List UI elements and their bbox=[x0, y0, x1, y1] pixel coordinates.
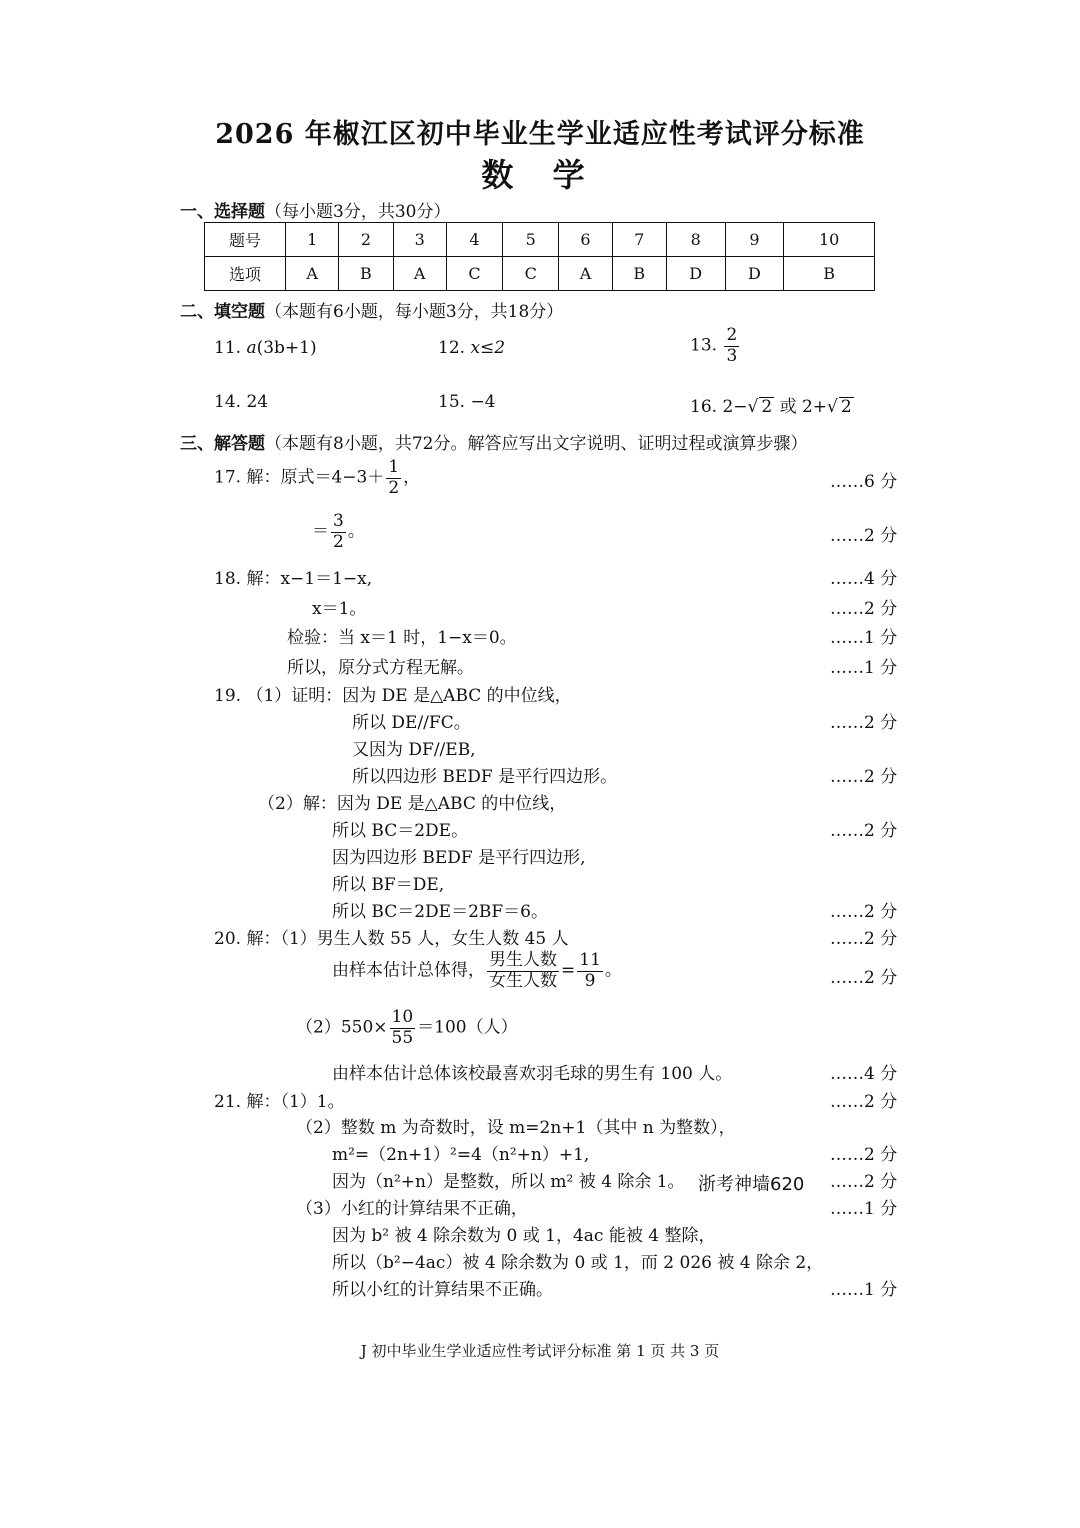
table-cell-answer: B bbox=[339, 257, 393, 291]
q18-line-4: 所以，原分式方程无解。 bbox=[287, 658, 474, 678]
question-number: 11. bbox=[214, 338, 242, 358]
solution-text: ＝100（人） bbox=[417, 1017, 518, 1038]
table-cell-answer: C bbox=[503, 257, 559, 291]
table-cell-number: 9 bbox=[725, 223, 784, 257]
solution-text: （2）550× bbox=[296, 1017, 388, 1038]
q21-line-3: m²=（2n+1）²=4（n²+n）+1, bbox=[332, 1145, 590, 1165]
fill-answer-12 bbox=[438, 338, 505, 358]
question-number: 13. bbox=[690, 335, 718, 356]
q21-line-2: （2）整数 m 为奇数时，设 m=2n+1（其中 n 为整数）， bbox=[296, 1118, 736, 1138]
numerator: 10 bbox=[391, 1007, 414, 1027]
score-mark: ……2 分 bbox=[830, 1172, 898, 1192]
score-mark: ……2 分 bbox=[830, 526, 898, 546]
table-cell-number: 3 bbox=[393, 223, 446, 257]
table-cell-number: 5 bbox=[503, 223, 559, 257]
q18-line-1: 18. 解：x−1＝1−x, bbox=[214, 569, 373, 589]
q17-line-2 bbox=[312, 512, 365, 552]
q21-line-1: 21. 解：（1）1。 bbox=[214, 1092, 345, 1112]
q19-line-6: 所以 BC＝2DE。 bbox=[332, 821, 469, 841]
fill-answer-14: 14. 24 bbox=[214, 392, 269, 412]
q21-line-7: 所以（b²−4ac）被 4 除余数为 0 或 1，而 2 026 被 4 除余 2， bbox=[332, 1253, 824, 1273]
score-mark: ……1 分 bbox=[830, 1280, 898, 1300]
q19-line-5: （2）解：因为 DE 是△ABC 的中位线， bbox=[258, 794, 567, 814]
section-2-note: （本题有6小题，每小题3分，共18分） bbox=[265, 302, 564, 322]
fraction bbox=[577, 951, 603, 991]
solution-text: = bbox=[561, 960, 576, 981]
denominator: 9 bbox=[584, 970, 596, 991]
score-mark: ……2 分 bbox=[830, 713, 898, 733]
section-1-note: （每小题3分，共30分） bbox=[265, 202, 451, 222]
q19-line-2: 所以 DE//FC。 bbox=[352, 713, 471, 733]
score-mark: ……2 分 bbox=[830, 599, 898, 619]
score-mark: ……1 分 bbox=[830, 1199, 898, 1219]
section-2-heading bbox=[180, 297, 563, 322]
table-row-answers bbox=[205, 257, 875, 291]
table-cell-answer: B bbox=[784, 257, 875, 291]
table-cell-number: 4 bbox=[446, 223, 502, 257]
table-cell-number: 2 bbox=[339, 223, 393, 257]
score-mark: ……2 分 bbox=[830, 902, 898, 922]
fill-answer-15: 15. −4 bbox=[438, 392, 496, 412]
answer-var: a bbox=[246, 338, 257, 358]
question-number: 12. bbox=[438, 338, 466, 358]
table-cell-number: 8 bbox=[666, 223, 725, 257]
numerator: 1 bbox=[388, 457, 400, 477]
section-1-heading bbox=[180, 197, 450, 222]
denominator: 女生人数 bbox=[489, 970, 557, 991]
score-mark: ……2 分 bbox=[830, 1092, 898, 1112]
q19-line-8: 所以 BF＝DE, bbox=[332, 875, 445, 895]
solution-text: 由样本估计总体得， bbox=[332, 960, 485, 981]
denominator: 3 bbox=[726, 345, 738, 366]
table-cell-number: 7 bbox=[612, 223, 666, 257]
document-title: 2026 年椒江区初中毕业生学业适应性考试评分标准 bbox=[215, 119, 865, 150]
table-cell-answer: D bbox=[666, 257, 725, 291]
table-cell-answer: B bbox=[612, 257, 666, 291]
table-cell-answer: C bbox=[446, 257, 502, 291]
section-3-title: 三、解答题 bbox=[180, 434, 265, 454]
q19-line-1: 19. （1）证明：因为 DE 是△ABC 的中位线， bbox=[214, 686, 572, 706]
radicand: 2 bbox=[840, 397, 852, 417]
choice-answer-table bbox=[204, 222, 875, 291]
answer-text: 或 2+ bbox=[779, 397, 828, 417]
table-cell-number: 10 bbox=[784, 223, 875, 257]
q21-line-6: 因为 b² 被 4 除余数为 0 或 1，4ac 能被 4 整除， bbox=[332, 1226, 716, 1246]
solution-text: ， bbox=[403, 467, 421, 488]
watermark-text: 浙考神墙620 bbox=[698, 1174, 805, 1195]
q21-line-8: 所以小红的计算结果不正确。 bbox=[332, 1280, 553, 1300]
sqrt-icon: √ bbox=[747, 397, 759, 417]
section-3-heading bbox=[180, 429, 807, 454]
subject-title: 数 学 bbox=[481, 156, 599, 194]
answer-text: x≤2 bbox=[470, 338, 506, 358]
fill-answer-13 bbox=[690, 326, 741, 366]
score-mark: ……6 分 bbox=[830, 472, 898, 492]
fraction bbox=[487, 951, 559, 991]
q17-line-1 bbox=[214, 458, 420, 498]
q19-line-9: 所以 BC＝2DE＝2BF＝6。 bbox=[332, 902, 548, 922]
section-1-title: 一、选择题 bbox=[180, 202, 265, 222]
sqrt-icon: √ bbox=[827, 397, 838, 417]
section-2-title: 二、填空题 bbox=[180, 302, 265, 322]
q19-line-7: 因为四边形 BEDF 是平行四边形, bbox=[332, 848, 586, 868]
q20-line-1: 20. 解：（1）男生人数 55 人，女生人数 45 人 bbox=[214, 929, 569, 949]
score-mark: ……2 分 bbox=[830, 1145, 898, 1165]
fraction bbox=[386, 458, 401, 498]
q20-line-4: 由样本估计总体该校最喜欢羽毛球的男生有 100 人。 bbox=[332, 1064, 733, 1084]
solution-text: 17. 解：原式＝4−3＋ bbox=[214, 467, 385, 488]
table-cell-answer: A bbox=[559, 257, 612, 291]
denominator: 2 bbox=[333, 531, 344, 552]
table-cell-number: 6 bbox=[559, 223, 612, 257]
denominator: 2 bbox=[388, 477, 400, 498]
page-footer: J 初中毕业生学业适应性考试评分标准 第 1 页 共 3 页 bbox=[360, 1342, 720, 1360]
table-cell-number: 1 bbox=[286, 223, 339, 257]
table-header-number: 题号 bbox=[205, 223, 286, 257]
fraction bbox=[390, 1008, 416, 1048]
q20-line-3 bbox=[296, 1008, 518, 1048]
table-cell-answer: A bbox=[393, 257, 446, 291]
q19-line-3: 又因为 DF//EB, bbox=[352, 740, 476, 760]
q19-line-4: 所以四边形 BEDF 是平行四边形。 bbox=[352, 767, 618, 787]
q21-line-5: （3）小红的计算结果不正确， bbox=[296, 1199, 528, 1219]
q18-line-2: x＝1。 bbox=[312, 599, 367, 619]
fill-answer-11 bbox=[214, 338, 317, 358]
solution-text: ＝ bbox=[312, 521, 329, 542]
score-mark: ……2 分 bbox=[830, 968, 898, 988]
score-mark: ……1 分 bbox=[830, 628, 898, 648]
table-header-answer: 选项 bbox=[205, 257, 286, 291]
solution-text: 。 bbox=[604, 960, 622, 981]
score-mark: ……2 分 bbox=[830, 767, 898, 787]
score-mark: ……4 分 bbox=[830, 1064, 898, 1084]
score-mark: ……2 分 bbox=[830, 821, 898, 841]
radicand: 2 bbox=[761, 397, 773, 417]
fraction bbox=[331, 512, 346, 552]
numerator: 2 bbox=[726, 325, 738, 345]
score-mark: ……4 分 bbox=[830, 569, 898, 589]
answer-text: (3b+1) bbox=[256, 338, 317, 358]
q20-line-2 bbox=[332, 951, 622, 991]
q21-line-4: 因为（n²+n）是整数，所以 m² 被 4 除余 1。 bbox=[332, 1172, 685, 1192]
answer-text: 16. 2− bbox=[690, 397, 748, 417]
fraction bbox=[724, 326, 739, 366]
solution-text: 。 bbox=[347, 521, 365, 542]
fill-answer-16 bbox=[690, 392, 854, 417]
table-cell-answer: A bbox=[286, 257, 339, 291]
score-mark: ……2 分 bbox=[830, 929, 898, 949]
numerator: 11 bbox=[579, 950, 601, 970]
table-cell-answer: D bbox=[725, 257, 784, 291]
numerator: 3 bbox=[333, 511, 344, 531]
numerator: 男生人数 bbox=[489, 950, 557, 970]
section-3-note: （本题有8小题，共72分。解答应写出文字说明、证明过程或演算步骤） bbox=[265, 434, 808, 454]
denominator: 55 bbox=[391, 1027, 414, 1048]
score-mark: ……1 分 bbox=[830, 658, 898, 678]
q18-line-3: 检验：当 x＝1 时，1−x＝0。 bbox=[287, 628, 517, 648]
table-row-numbers bbox=[205, 223, 875, 257]
